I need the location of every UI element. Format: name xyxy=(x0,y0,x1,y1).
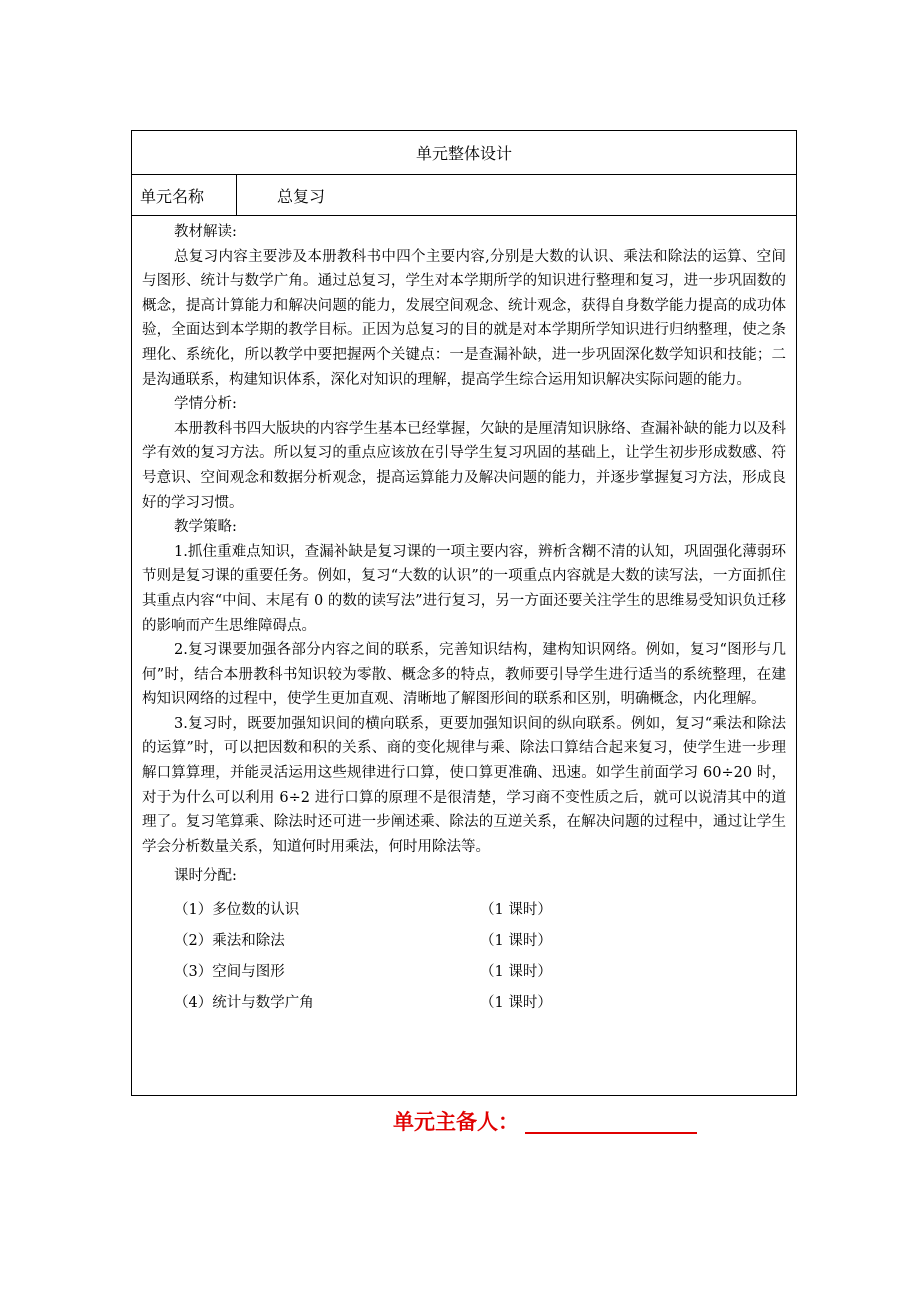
allocation-row xyxy=(142,895,786,926)
lead-preparer-footer xyxy=(393,1106,697,1136)
allocation-list xyxy=(142,895,786,1019)
allocation-name: （4）统计与数学广角 xyxy=(174,995,314,1012)
allocation-hours: （1 课时） xyxy=(480,933,552,950)
student-heading: 学情分析: xyxy=(174,396,237,413)
table-title-row xyxy=(132,131,796,175)
student-text: 本册教科书四大版块的内容学生基本已经掌握，欠缺的是厘清知识脉络、查漏补缺的能力以及科学有效的复习方法。所以复习的重点应该放在引导学生复习巩固的基础上，让学生初步形成数感、符号意识、空间观念和数据分析观念，提高运算能力及解决问题的能力，并逐步掌握复习方法，形成良好的学习习惯。 xyxy=(142,420,786,511)
material-text: 总复习内容主要涉及本册教科书中四个主要内容,分别是大数的认识、乘法和除法的运算、空间与图形、统计与数学广角。通过总复习，学生对本学期所学的知识进行整理和复习，进一步巩固数的概念，提高计算能力和解决问题的能力，发展空间观念、统计观念，获得自身数学能力提高的成功体验，全面达到本学期的教学目标。正因为总复习的目的就是对本学期所学知识进行归纳整理，使之条理化、系统化，所以教学中要把握两个关键点：一是查漏补缺，进一步巩固深化数学知识和技能；二是沟通联系，构建知识体系，深化对知识的理解，提高学生综合运用知识解决实际问题的能力。 xyxy=(142,248,786,388)
strategy-item-3: 3.复习时，既要加强知识间的横向联系，更要加强知识间的纵向联系。例如，复习“乘法和除法的运算”时，可以把因数和积的关系、商的变化规律与乘、除法口算结合起来复习，使学生进一步理解口算算理，并能灵活运用这些规律进行口算，使口算更准确、迅速。如学生前面学习 60÷20 时，对于为什么可以利用 6÷2 进行口算的原理不是很清楚，学习商不变性质之后，就可以说清其中的道理了。复习笔算乘、除法时还可进一步阐述乘、除法的互逆关系，在解决问题的过程中，通过让学生学会分析数量关系，知道何时用乘法，何时用除法等。 xyxy=(142,715,786,855)
allocation-hours: （1 课时） xyxy=(480,964,552,981)
unit-name-label: 单元名称 xyxy=(132,175,237,215)
allocation-row xyxy=(142,988,786,1019)
content-cell xyxy=(132,216,796,1019)
signature-line xyxy=(525,1132,697,1134)
allocation-heading: 课时分配: xyxy=(174,868,237,885)
strategy-item-1: 1.抓住重难点知识，查漏补缺是复习课的一项主要内容，辨析含糊不清的认知，巩固强化薄弱环节则是复习课的重要任务。例如，复习“大数的认识”的一项重点内容就是大数的读写法，一方面抓住其重点内容“中间、末尾有 0 的数的读写法”进行复习，另一方面还要关注学生的思维易受知识负迁移的影响而产生思维障碍点。 xyxy=(142,543,786,634)
allocation-hours: （1 课时） xyxy=(480,995,552,1012)
allocation-row xyxy=(142,957,786,988)
allocation-hours: （1 课时） xyxy=(480,902,552,919)
unit-name-row xyxy=(132,175,796,216)
lead-preparer-label: 单元主备人： xyxy=(393,1110,519,1134)
table-title: 单元整体设计 xyxy=(415,144,512,163)
unit-design-table xyxy=(131,130,797,1096)
allocation-name: （2）乘法和除法 xyxy=(174,933,285,950)
strategy-item-2: 2.复习课要加强各部分内容之间的联系，完善知识结构，建构知识网络。例如，复习“图形与几何”时，结合本册教科书知识较为零散、概念多的特点，教师要引导学生进行适当的系统整理，在建构知识网络的过程中，使学生更加直观、清晰地了解图形间的联系和区别，明确概念，内化理解。 xyxy=(142,642,786,708)
material-heading: 教材解读: xyxy=(174,224,237,240)
allocation-name: （1）多位数的认识 xyxy=(174,902,300,919)
allocation-row xyxy=(142,926,786,957)
unit-name-value: 总复习 xyxy=(277,186,326,206)
strategy-heading: 教学策略: xyxy=(174,519,237,536)
allocation-name: （3）空间与图形 xyxy=(174,964,285,981)
